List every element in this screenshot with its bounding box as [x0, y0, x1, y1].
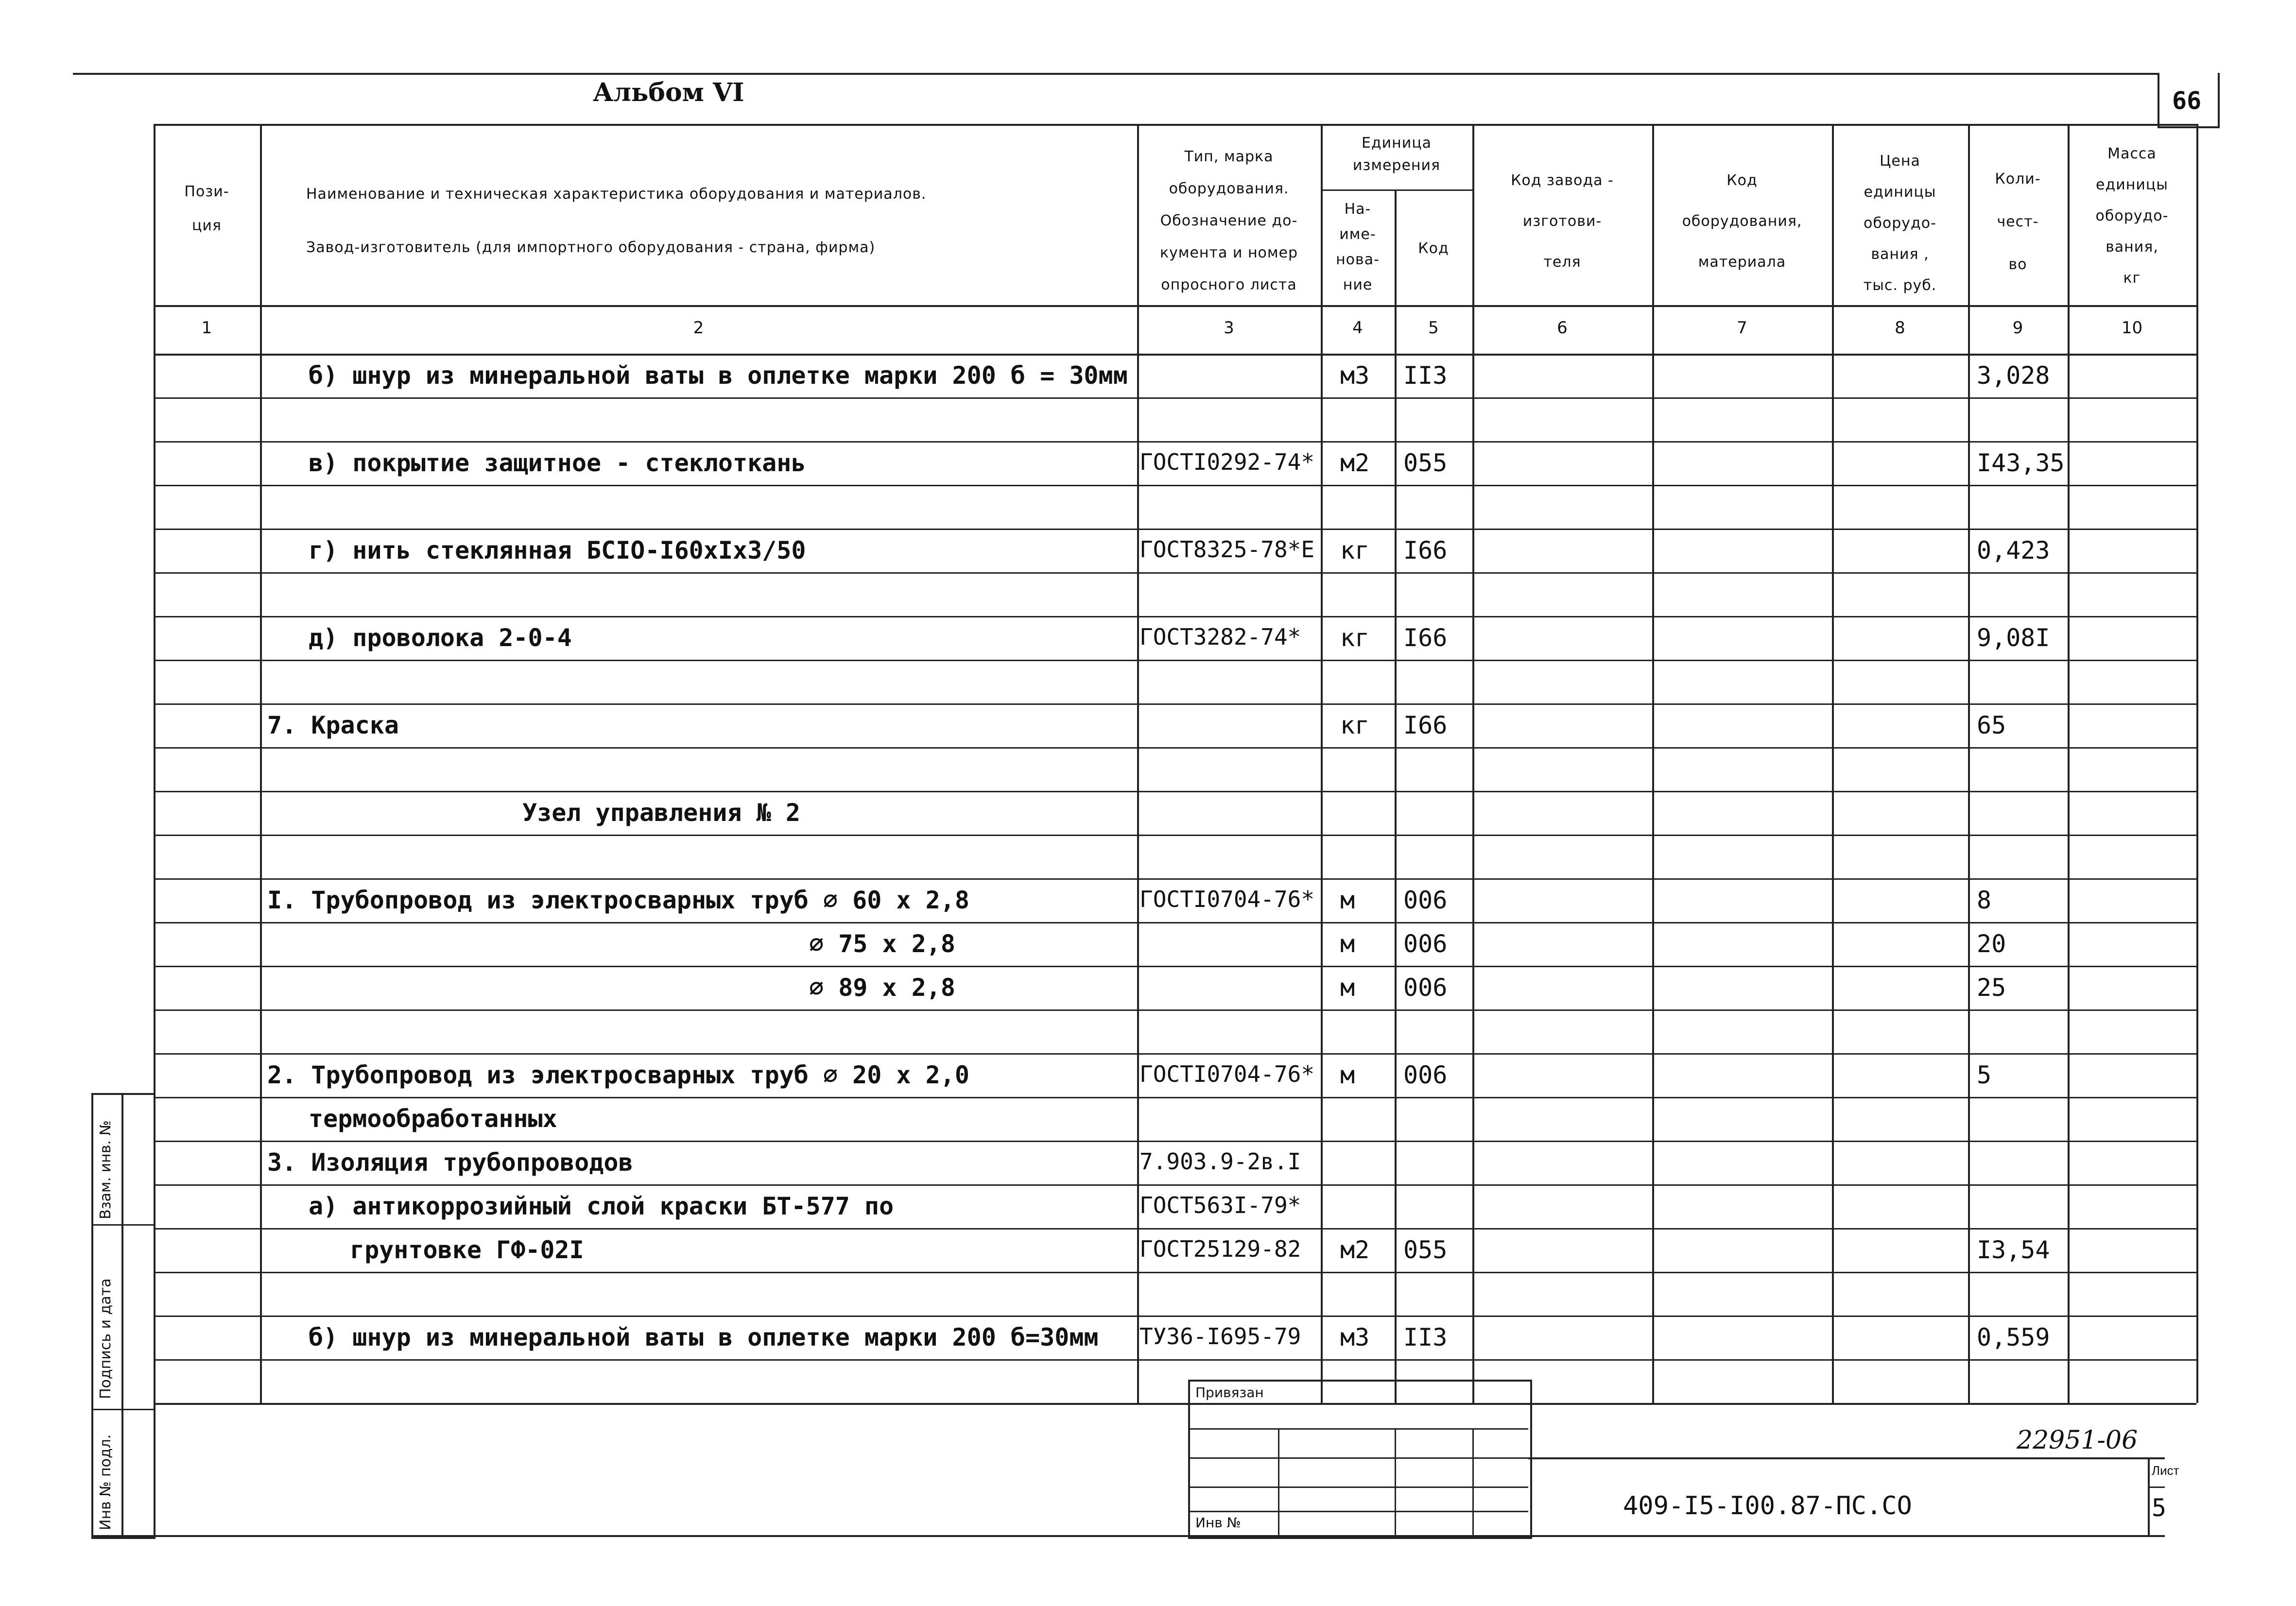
- row-line: [154, 1097, 2196, 1098]
- row-line: [154, 660, 2196, 661]
- header-unit: [1321, 132, 1472, 177]
- row-name: а) антикоррозийный слой краски БТ-577 по: [309, 1192, 894, 1220]
- column-line: [1137, 124, 1139, 1403]
- row-unit: кг: [1340, 711, 1370, 739]
- row-qty: I3,54: [1977, 1236, 2050, 1264]
- column-number: 2: [693, 318, 704, 338]
- row-doc: ГОСТ3282-74*: [1139, 624, 1301, 650]
- row-line: [154, 1316, 2196, 1317]
- row-doc: ГОСТ8325-78*Е: [1139, 536, 1315, 563]
- side-label-inv: Инв № подл.: [97, 1434, 114, 1530]
- column-line: [1321, 124, 1323, 1403]
- row-line: [154, 922, 2196, 923]
- row-code: 006: [1403, 1061, 1448, 1089]
- row-name: г) нить стеклянная БСIO-I60xIx3/50: [309, 536, 806, 564]
- side-strip-divider: [121, 1093, 123, 1535]
- header-mass-line: оборудо-: [2095, 207, 2169, 224]
- row-doc: ГОСТ563I-79*: [1139, 1192, 1301, 1218]
- row-qty: 65: [1977, 711, 2006, 739]
- sheet-label: Лист: [2152, 1463, 2179, 1478]
- header-mass-line: единицы: [2096, 176, 2168, 193]
- row-unit: м: [1340, 1061, 1355, 1089]
- title-block-sheet-line: [2148, 1486, 2165, 1488]
- header-unit-name: [1321, 197, 1395, 298]
- side-label-vzam: Взам. инв. №: [97, 1120, 114, 1219]
- header-name-line: Наименование и техническая характеристика оборудования и материалов.: [306, 186, 927, 203]
- row-name: 2. Трубопровод из электросварных труб ∅ 20 x 2,0: [267, 1061, 969, 1089]
- row-line: [154, 572, 2196, 574]
- row-unit: м: [1340, 974, 1355, 1002]
- stamp-vline-2: [1395, 1428, 1396, 1535]
- row-qty: I43,35: [1977, 449, 2065, 477]
- header-qty-line: во: [2008, 256, 2027, 273]
- header-price-line: тыс. руб.: [1863, 277, 1937, 294]
- column-line: [1968, 124, 1970, 1403]
- header-unit-name-line: нова-: [1336, 251, 1380, 268]
- column-number: 1: [201, 318, 212, 338]
- header-type: [1137, 141, 1321, 301]
- row-name: грунтовке ГФ-02I: [350, 1236, 584, 1264]
- stamp-inv-no: Инв №: [1195, 1515, 1241, 1531]
- bottom-frame-line: [91, 1535, 2165, 1537]
- header-position-line: ция: [192, 217, 222, 234]
- title-block-top: [1528, 1457, 2165, 1459]
- row-line: [154, 1053, 2196, 1055]
- row-unit: м3: [1340, 1323, 1370, 1351]
- column-number: 3: [1224, 318, 1234, 338]
- stamp-privyazan: Привязан: [1195, 1384, 1264, 1401]
- row-line: [154, 441, 2196, 443]
- row-qty: 5: [1977, 1061, 1992, 1089]
- row-name: 7. Краска: [267, 711, 399, 739]
- row-unit: м2: [1340, 449, 1370, 477]
- row-code: 006: [1403, 886, 1448, 914]
- header-material-code: [1652, 160, 1832, 283]
- header-type-line: кумента и номер: [1159, 244, 1298, 261]
- row-name: б) шнур из минеральной ваты в оплетке марки 200 б = 30мм: [309, 361, 1128, 390]
- row-line: [154, 485, 2196, 486]
- column-number: 6: [1557, 318, 1568, 338]
- header-name-line: Завод-изготовитель (для импортного оборудования - страна, фирма): [306, 239, 876, 256]
- row-code: 055: [1403, 1236, 1448, 1264]
- row-qty: 8: [1977, 886, 1992, 914]
- column-number: 4: [1352, 318, 1363, 338]
- row-line: [154, 878, 2196, 880]
- column-line: [2068, 124, 2070, 1403]
- row-line: [154, 1272, 2196, 1273]
- row-unit: кг: [1340, 624, 1370, 652]
- row-line: [154, 1228, 2196, 1230]
- header-unit-name-line: име-: [1339, 226, 1376, 243]
- side-divider-1: [91, 1224, 154, 1226]
- row-qty: 25: [1977, 974, 2006, 1002]
- row-name: I. Трубопровод из электросварных труб ∅ 60 x 2,8: [267, 886, 969, 914]
- page-number: 66: [2172, 86, 2202, 115]
- column-line: [1652, 124, 1654, 1403]
- row-doc: 7.903.9-2в.I: [1139, 1148, 1301, 1175]
- header-mass-line: Масса: [2107, 145, 2157, 162]
- column-number: 5: [1428, 318, 1439, 338]
- column-number: 9: [2012, 318, 2023, 338]
- row-line: [154, 747, 2196, 749]
- row-name: в) покрытие защитное - стеклоткань: [309, 449, 806, 477]
- header-type-line: опросного листа: [1161, 276, 1297, 293]
- header-unit-line: Единица: [1361, 135, 1432, 152]
- column-line: [1832, 124, 1834, 1403]
- column-number: 7: [1737, 318, 1747, 338]
- column-number: 8: [1895, 318, 1905, 338]
- row-unit: м: [1340, 886, 1355, 914]
- row-name: ∅ 75 x 2,8: [809, 930, 956, 958]
- row-code: II3: [1403, 361, 1448, 390]
- column-line: [1472, 124, 1474, 1403]
- row-line: [154, 529, 2196, 530]
- side-label-podpis: Подпись и дата: [97, 1278, 114, 1399]
- doc-code: 409-I5-I00.87-ПС.СО: [1623, 1491, 1912, 1521]
- header-bottom-line: [154, 305, 2196, 307]
- album-title: Альбом VI: [593, 78, 744, 107]
- column-line: [2196, 124, 2198, 1403]
- stamp-line-4: [1188, 1511, 1528, 1512]
- header-unit-code: Код: [1418, 240, 1449, 257]
- unit-header-split: [1321, 189, 1472, 191]
- column-line: [260, 124, 262, 1403]
- row-line: [154, 397, 2196, 399]
- row-code: I66: [1403, 711, 1448, 739]
- row-doc: ТУ36-I695-79: [1139, 1323, 1301, 1350]
- row-qty: 20: [1977, 930, 2006, 958]
- header-material-code-line: оборудования,: [1682, 213, 1802, 230]
- row-qty: 0,559: [1977, 1323, 2050, 1351]
- row-code: 055: [1403, 449, 1448, 477]
- handwritten-number: 22951-06: [2017, 1426, 2138, 1455]
- row-unit: м: [1340, 930, 1355, 958]
- row-line: [154, 616, 2196, 617]
- row-name: термообработанных: [309, 1105, 557, 1133]
- header-type-line: оборудования.: [1169, 180, 1289, 197]
- row-unit: м3: [1340, 361, 1370, 390]
- header-name: [306, 168, 1132, 274]
- header-qty: [1968, 158, 2068, 286]
- colnum-bottom-line: [154, 354, 2196, 356]
- row-name: Узел управления № 2: [522, 799, 800, 827]
- row-code: I66: [1403, 536, 1448, 564]
- header-position-line: Пози-: [184, 183, 229, 200]
- header-price-line: единицы: [1864, 184, 1936, 201]
- row-code: II3: [1403, 1323, 1448, 1351]
- row-line: [154, 1141, 2196, 1142]
- column-number: 10: [2121, 318, 2143, 338]
- header-position: [154, 175, 260, 243]
- row-code: I66: [1403, 624, 1448, 652]
- header-factory-code-line: Код завода -: [1511, 172, 1614, 189]
- row-line: [154, 1009, 2196, 1011]
- table-top-line: [154, 124, 2196, 126]
- header-unit-name-line: ние: [1343, 276, 1373, 293]
- row-line: [154, 835, 2196, 836]
- header-type-line: Тип, марка: [1184, 148, 1274, 165]
- column-line: [1395, 189, 1397, 1403]
- row-line: [154, 703, 2196, 705]
- row-qty: 3,028: [1977, 361, 2050, 390]
- header-price-line: Цена: [1880, 153, 1920, 170]
- row-line: [154, 1403, 2196, 1405]
- row-qty: 9,08I: [1977, 624, 2050, 652]
- row-qty: 0,423: [1977, 536, 2050, 564]
- row-code: 006: [1403, 930, 1448, 958]
- row-line: [154, 1359, 2196, 1361]
- stamp-vline-3: [1472, 1428, 1474, 1535]
- stamp-line-2: [1188, 1457, 1528, 1459]
- header-mass-line: вания,: [2106, 239, 2158, 256]
- stamp-line-1: [1188, 1428, 1528, 1430]
- row-doc: ГОСТ25129-82: [1139, 1236, 1301, 1262]
- header-unit-name-line: На-: [1344, 201, 1371, 218]
- header-price-line: вания ,: [1871, 246, 1929, 263]
- header-price: [1832, 146, 1968, 301]
- row-doc: ГОСТI0292-74*: [1139, 449, 1315, 475]
- sheet-number: 5: [2152, 1494, 2167, 1522]
- row-line: [154, 966, 2196, 967]
- header-factory-code-line: теля: [1543, 254, 1581, 271]
- header-factory-code-line: изготови-: [1522, 213, 1602, 230]
- row-code: 006: [1403, 974, 1448, 1002]
- side-divider-2: [91, 1409, 154, 1410]
- row-name: 3. Изоляция трубопроводов: [267, 1148, 633, 1177]
- header-type-line: Обозначение до-: [1160, 212, 1298, 229]
- header-unit-line: измерения: [1352, 157, 1441, 174]
- row-doc: ГОСТI0704-76*: [1139, 886, 1315, 912]
- header-price-line: оборудо-: [1864, 215, 1936, 232]
- row-doc: ГОСТI0704-76*: [1139, 1061, 1315, 1087]
- header-material-code-line: Код: [1726, 172, 1758, 189]
- row-line: [154, 1184, 2196, 1186]
- stamp-vline-1: [1278, 1428, 1279, 1535]
- row-line: [154, 791, 2196, 792]
- header-material-code-line: материала: [1698, 254, 1786, 271]
- row-unit: м2: [1340, 1236, 1370, 1264]
- header-qty-line: Коли-: [1995, 171, 2041, 188]
- stamp-line-3: [1188, 1486, 1528, 1488]
- header-factory-code: [1472, 160, 1652, 283]
- row-unit: кг: [1340, 536, 1370, 564]
- row-name: ∅ 89 x 2,8: [809, 974, 956, 1002]
- header-mass-line: кг: [2123, 270, 2141, 287]
- row-name: б) шнур из минеральной ваты в оплетке марки 200 б=30мм: [309, 1323, 1099, 1351]
- header-mass: [2068, 138, 2196, 294]
- left-frame-line: [154, 1355, 155, 1535]
- row-name: д) проволока 2-0-4: [309, 624, 572, 652]
- header-qty-line: чест-: [1997, 213, 2039, 230]
- title-block-sheet-divider: [2148, 1457, 2150, 1535]
